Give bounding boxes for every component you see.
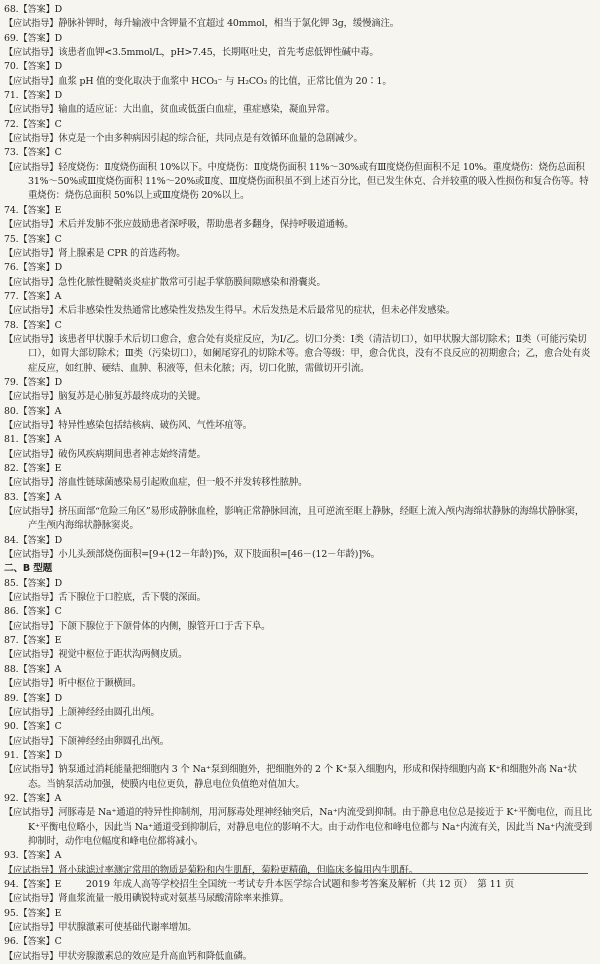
answer-value: D xyxy=(54,577,62,589)
answer-label: 【答案】 xyxy=(18,204,55,216)
question-number: 92. xyxy=(4,792,19,804)
guide-label: 【应试指导】 xyxy=(4,75,59,87)
guide-label: 【应试指导】 xyxy=(4,305,59,317)
answer-label: 【答案】 xyxy=(18,721,55,733)
guide-text: 术后并发肺不张应鼓励患者深呼吸，帮助患者多翻身，保持呼吸道通畅。 xyxy=(58,219,354,231)
answer-line xyxy=(4,89,592,103)
guide-text: 河豚毒是 Na⁺通道的特异性抑制剂，用河豚毒处理神经轴突后，Na⁺内流受到抑制。由于静息电位总是接近于 K⁺平衡电位，而且比 K⁺平衡电位略小，因此当 Na⁺通道受到抑制后，对静息电位的影响不大。由于动作电位和峰电位都与 Na⁺内流有关，因此当 Na⁺内流受到抑制时，动作电位幅度和峰电位都将减小。 xyxy=(28,807,592,847)
guide-paragraph xyxy=(4,276,592,290)
answer-label: 【答案】 xyxy=(18,32,55,44)
guide-text: 下颌神经经由卵圆孔出颅。 xyxy=(58,735,169,747)
answer-label: 【答案】 xyxy=(18,936,55,948)
answer-line xyxy=(4,233,592,247)
answer-value: A xyxy=(54,434,62,446)
guide-paragraph xyxy=(4,419,592,433)
guide-label: 【应试指导】 xyxy=(4,161,59,173)
answer-label: 【答案】 xyxy=(18,118,55,130)
question-number: 78. xyxy=(4,319,19,331)
guide-text: 休克是一个由多种病因引起的综合征，共同点是有效循环血量的急剧减少。 xyxy=(58,133,363,145)
answer-line xyxy=(4,204,592,218)
guide-paragraph xyxy=(4,247,592,261)
answer-label: 【答案】 xyxy=(18,463,55,474)
question-number: 73. xyxy=(4,147,19,159)
answer-line xyxy=(4,491,592,505)
answer-line xyxy=(4,849,592,863)
answer-value: E xyxy=(54,463,62,474)
answer-value: E xyxy=(54,635,62,647)
guide-label: 【应试指导】 xyxy=(4,133,59,145)
guide-label: 【应试指导】 xyxy=(4,592,59,604)
guide-text: 输血的适应证：大出血，贫血或低蛋白血症，重症感染，凝血异常。 xyxy=(58,104,335,116)
guide-text: 轻度烧伤：Ⅱ度烧伤面积 10%以下。中度烧伤：Ⅱ度烧伤面积 11%～30%或有Ⅲ度烧伤但面积不足 10%。重度烧伤：烧伤总面积 31%～50%或Ⅲ度烧伤面积 11%～20%或Ⅱ度、Ⅲ度烧伤面积虽不到上述百分比，但已发生休克、合并较重的吸入性损伤和复合伤等。特重烧伤：烧伤总面积 50%以上或Ⅲ度烧伤 20%以上。 xyxy=(28,161,589,202)
answer-value: A xyxy=(54,850,62,862)
guide-paragraph xyxy=(4,950,592,964)
answer-label: 【答案】 xyxy=(18,147,55,159)
answer-line xyxy=(4,907,592,921)
guide-label: 【应试指导】 xyxy=(4,620,59,632)
guide-text: 脑复苏是心肺复苏最终成功的关键。 xyxy=(58,391,206,403)
guide-paragraph xyxy=(4,806,592,849)
answer-line xyxy=(4,462,592,476)
answer-value: A xyxy=(54,663,62,675)
guide-paragraph xyxy=(4,46,592,60)
answer-value: A xyxy=(54,792,62,804)
question-number: 79. xyxy=(4,376,19,388)
guide-label: 【应试指导】 xyxy=(4,922,59,933)
answer-value: E xyxy=(54,204,62,216)
guide-label: 【应试指导】 xyxy=(4,506,59,518)
answer-line xyxy=(4,577,592,591)
guide-label: 【应试指导】 xyxy=(4,276,59,288)
answer-value: D xyxy=(54,692,62,704)
answer-label: 【答案】 xyxy=(18,90,55,102)
question-number: 84. xyxy=(4,534,19,546)
guide-paragraph xyxy=(4,892,592,906)
answer-line xyxy=(4,433,592,447)
guide-paragraph xyxy=(4,706,592,720)
question-number: 80. xyxy=(4,405,19,417)
guide-text: 术后非感染性发热通常比感染性发热发生得早。术后发热是术后最常见的症状，但未必伴发感染。 xyxy=(58,305,455,317)
answer-label: 【答案】 xyxy=(18,749,55,761)
guide-paragraph xyxy=(4,735,592,749)
answer-value: C xyxy=(54,319,62,331)
guide-text: 血浆 pH 值的变化取决于血浆中 HCO₃⁻ 与 H₂CO₃ 的比值，正常比值为 20∶1。 xyxy=(58,75,392,87)
guide-text: 钠泵通过消耗能量把细胞内 3 个 Na⁺泵到细胞外，把细胞外的 2 个 K⁺泵入细胞内，形成和保持细胞内高 K⁺和细胞外高 Na⁺状态。当钠泵活动加强，使膜内电位更负，静息电位负值绝对值加大。 xyxy=(28,764,577,790)
answer-line xyxy=(4,534,592,548)
guide-label: 【应试指导】 xyxy=(4,706,59,718)
answer-line xyxy=(4,692,592,706)
answer-value: D xyxy=(54,4,62,15)
answer-label: 【答案】 xyxy=(18,792,55,804)
answer-label: 【答案】 xyxy=(18,491,55,503)
answer-line xyxy=(4,32,592,46)
answer-value: C xyxy=(54,147,62,159)
guide-label: 【应试指导】 xyxy=(4,549,59,561)
question-number: 95. xyxy=(4,907,19,919)
question-number: 82. xyxy=(4,463,19,474)
answer-line xyxy=(4,405,592,419)
guide-text: 下颌下腺位于下颌骨体的内侧，腺管开口于舌下阜。 xyxy=(58,620,271,632)
answer-value: C xyxy=(54,936,62,948)
question-number: 77. xyxy=(4,290,19,302)
answer-line xyxy=(4,605,592,619)
guide-paragraph xyxy=(4,763,592,792)
guide-text: 上颌神经经由圆孔出颅。 xyxy=(58,706,160,718)
guide-label: 【应试指导】 xyxy=(4,47,59,59)
answer-label: 【答案】 xyxy=(18,434,55,446)
guide-paragraph xyxy=(4,103,592,117)
question-number: 74. xyxy=(4,204,19,216)
answer-line xyxy=(4,146,592,160)
answer-label: 【答案】 xyxy=(18,663,55,675)
guide-paragraph xyxy=(4,921,592,935)
answer-value: A xyxy=(54,491,62,503)
answer-line xyxy=(4,935,592,949)
answer-line xyxy=(4,792,592,806)
guide-text: 肾上腺素是 CPR 的首选药物。 xyxy=(58,247,186,259)
question-number: 87. xyxy=(4,635,19,647)
guide-paragraph xyxy=(4,17,592,31)
question-number: 71. xyxy=(4,90,19,102)
guide-label: 【应试指导】 xyxy=(4,391,59,403)
guide-text: 该患者血钾<3.5mmol/L，pH>7.45，长期呕吐史，首先考虑低钾性碱中毒。 xyxy=(58,47,379,59)
guide-label: 【应试指导】 xyxy=(4,219,59,231)
section-heading: 二、B 型题 xyxy=(4,563,53,575)
answer-value: A xyxy=(54,405,62,417)
answer-value: C xyxy=(54,233,62,245)
guide-label: 【应试指导】 xyxy=(4,419,59,431)
guide-paragraph xyxy=(4,75,592,89)
answer-value: D xyxy=(54,61,62,73)
guide-paragraph xyxy=(4,390,592,404)
answer-line xyxy=(4,634,592,648)
guide-text: 破伤风疾病期间患者神志始终清楚。 xyxy=(58,448,206,460)
guide-paragraph xyxy=(4,132,592,146)
answer-label: 【答案】 xyxy=(18,606,55,618)
guide-label: 【应试指导】 xyxy=(4,333,59,345)
guide-text: 溶血性链球菌感染易引起败血症，但一般不并发转移性脓肿。 xyxy=(58,477,308,489)
answer-label: 【答案】 xyxy=(18,850,55,862)
answer-line xyxy=(4,261,592,275)
question-number: 88. xyxy=(4,663,19,675)
answer-value: D xyxy=(54,32,62,44)
guide-text: 视觉中枢位于距状沟两侧皮质。 xyxy=(58,649,188,661)
guide-paragraph xyxy=(4,591,592,605)
guide-paragraph xyxy=(4,448,592,462)
answer-line xyxy=(4,663,592,677)
guide-text: 甲状旁腺激素总的效应是升高血钙和降低血磷。 xyxy=(58,950,252,962)
answer-line xyxy=(4,60,592,74)
question-number: 94. xyxy=(4,878,19,890)
guide-label: 【应试指导】 xyxy=(4,678,59,690)
question-number: 90. xyxy=(4,721,19,733)
guide-paragraph xyxy=(4,304,592,318)
qa-list xyxy=(4,3,592,964)
guide-label: 【应试指导】 xyxy=(4,950,59,962)
answer-value: C xyxy=(54,118,62,130)
guide-paragraph xyxy=(4,648,592,662)
answer-value: D xyxy=(54,262,62,274)
answer-value: D xyxy=(54,90,62,102)
question-number: 76. xyxy=(4,262,19,274)
guide-label: 【应试指导】 xyxy=(4,893,59,905)
guide-label: 【应试指导】 xyxy=(4,247,59,259)
guide-text: 甲状腺激素可使基础代谢率增加。 xyxy=(58,922,197,933)
guide-paragraph xyxy=(4,476,592,490)
answer-value: E xyxy=(54,878,62,890)
question-number: 75. xyxy=(4,233,19,245)
answer-label: 【答案】 xyxy=(18,233,55,245)
question-number: 85. xyxy=(4,577,19,589)
answer-value: D xyxy=(54,749,62,761)
question-number: 83. xyxy=(4,491,19,503)
answer-label: 【答案】 xyxy=(18,878,55,890)
guide-text: 肾血浆流量一般用碘锐特或对氨基马尿酸清除率来推算。 xyxy=(58,893,289,905)
answer-label: 【答案】 xyxy=(18,376,55,388)
guide-text: 急性化脓性腱鞘炎炎症扩散常可引起手掌筋膜间隙感染和滑囊炎。 xyxy=(58,276,326,288)
answer-value: D xyxy=(54,534,62,546)
guide-label: 【应试指导】 xyxy=(4,477,59,489)
question-number: 81. xyxy=(4,434,19,446)
answer-label: 【答案】 xyxy=(18,262,55,274)
answer-label: 【答案】 xyxy=(18,290,55,302)
answer-value: C xyxy=(54,721,62,733)
footer-divider xyxy=(8,873,588,874)
guide-label: 【应试指导】 xyxy=(4,807,59,819)
answer-label: 【答案】 xyxy=(18,319,55,331)
answer-label: 【答案】 xyxy=(18,635,55,647)
guide-paragraph xyxy=(4,505,592,534)
answer-line xyxy=(4,376,592,390)
answer-value: E xyxy=(54,907,62,919)
guide-text: 小儿头颈部烧伤面积=[9+(12－年龄)]%，双下肢面积=[46－(12－年龄)]%。 xyxy=(58,549,380,561)
guide-label: 【应试指导】 xyxy=(4,864,59,876)
answer-label: 【答案】 xyxy=(18,4,55,15)
question-number: 89. xyxy=(4,692,19,704)
answer-label: 【答案】 xyxy=(18,405,55,417)
answer-line xyxy=(4,118,592,132)
guide-text: 静脉补钾时，每升输液中含钾量不宜超过 40mmol，相当于氯化钾 3g，缓慢滴注。 xyxy=(58,18,399,30)
question-number: 91. xyxy=(4,749,19,761)
guide-label: 【应试指导】 xyxy=(4,649,59,661)
guide-text: 肾小球滤过率测定常用的物质是菊粉和内生肌酐，菊粉更精确，但临床多偏用内生肌酐。 xyxy=(58,864,419,876)
answer-line xyxy=(4,290,592,304)
answer-label: 【答案】 xyxy=(18,534,55,546)
guide-paragraph xyxy=(4,677,592,691)
question-number: 86. xyxy=(4,606,19,618)
guide-paragraph xyxy=(4,620,592,634)
question-number: 72. xyxy=(4,118,19,130)
answer-label: 【答案】 xyxy=(18,61,55,73)
question-number: 96. xyxy=(4,936,19,948)
answer-label: 【答案】 xyxy=(18,907,55,919)
answer-line xyxy=(4,749,592,763)
answer-value: C xyxy=(54,606,62,618)
answer-line xyxy=(4,319,592,333)
guide-label: 【应试指导】 xyxy=(4,104,59,116)
answer-value: A xyxy=(54,290,62,302)
page-footer: 2019 年成人高等学校招生全国统一考试专升本医学综合试题和参考答案及解析（共 12 页） 第 11 页 xyxy=(85,879,515,890)
guide-text: 听中枢位于颞横回。 xyxy=(58,678,142,690)
guide-label: 【应试指导】 xyxy=(4,764,59,776)
guide-text: 该患者甲状腺手术后切口愈合，愈合处有炎症反应，为Ⅰ/乙。切口分类：Ⅰ类（清洁切口），如甲状腺大部切除术；Ⅱ类（可能污染切口），如胃大部切除术；Ⅲ类（污染切口），如阑尾穿孔的切除术等。愈合等级：甲，愈合优良，没有不良反应的初期愈合；乙，愈合处有炎症反应，如红肿、硬结、血肿、积液等，但未化脓；丙，切口化脓，需做切开引流。 xyxy=(28,333,591,374)
question-number: 93. xyxy=(4,850,19,862)
guide-label: 【应试指导】 xyxy=(4,735,59,747)
answer-value: D xyxy=(54,376,62,388)
guide-label: 【应试指导】 xyxy=(4,18,59,30)
question-number: 70. xyxy=(4,61,19,73)
answer-line xyxy=(4,720,592,734)
answer-label: 【答案】 xyxy=(18,577,55,589)
guide-paragraph xyxy=(4,218,592,232)
guide-label: 【应试指导】 xyxy=(4,448,59,460)
guide-text: 特异性感染包括结核病、破伤风、气性坏疽等。 xyxy=(58,419,252,431)
guide-paragraph xyxy=(4,548,592,562)
guide-paragraph xyxy=(4,161,592,204)
question-number: 68. xyxy=(4,4,19,15)
guide-text: 挤压面部“危险三角区”易形成静脉血栓，影响正常静脉回流，且可逆流至眶上静脉，经眶上流入颅内海绵状静脉的海绵状静脉窦，产生颅内海绵状静脉窦炎。 xyxy=(28,506,585,532)
answer-label: 【答案】 xyxy=(18,692,55,704)
guide-paragraph xyxy=(4,333,592,376)
question-number: 69. xyxy=(4,32,19,44)
guide-text: 舌下腺位于口腔底，舌下襞的深面。 xyxy=(58,592,206,604)
answer-line xyxy=(4,3,592,17)
